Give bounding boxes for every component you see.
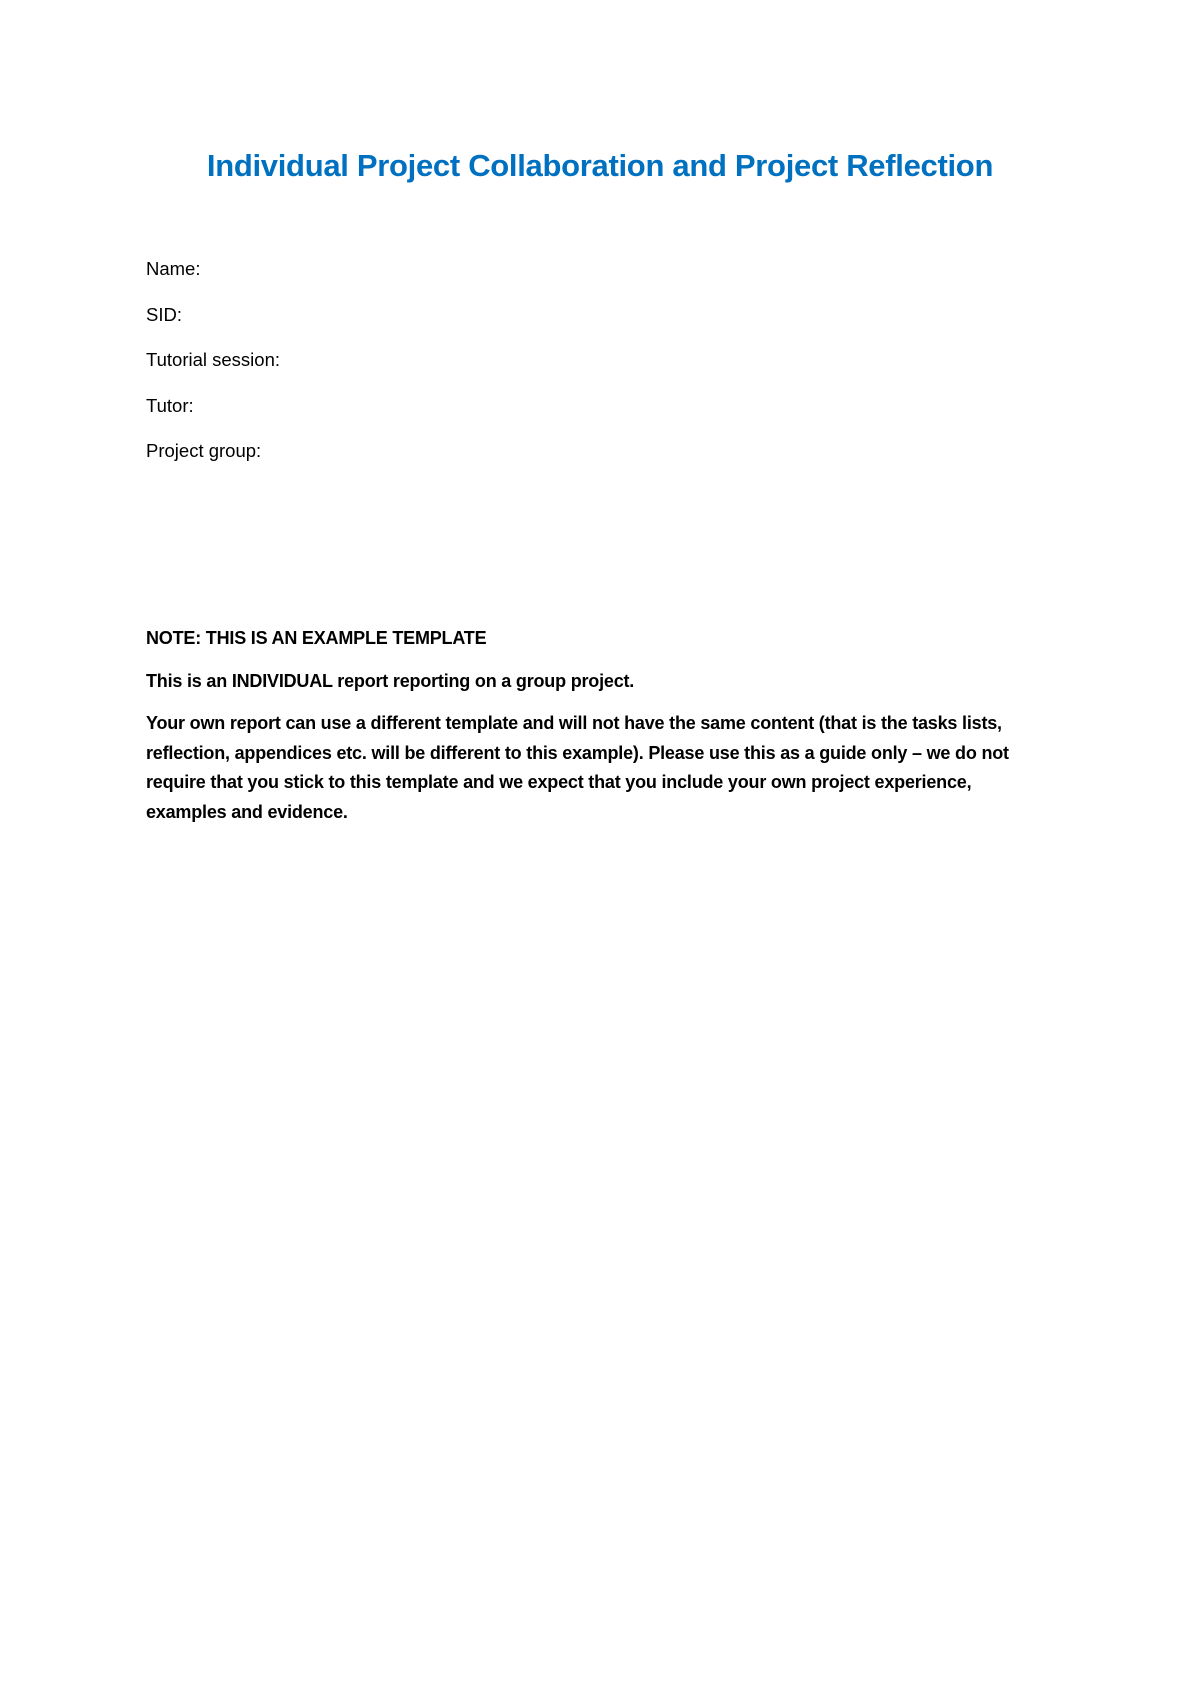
- note-guidance-paragraph: Your own report can use a different template and will not have the same content (that is the tasks lists, reflection, appendices etc. will be different to this example). Please use this as a guide only – we do not require that you stick to this template and we expect that you include your own project experience, examples and evidence.: [146, 713, 1009, 822]
- note-individual-report: This is an INDIVIDUAL report reporting on a group project.: [146, 670, 635, 691]
- document-title: Individual Project Collaboration and Project Reflection: [206, 148, 994, 183]
- field-name-label: Name:: [146, 258, 201, 279]
- student-details: [146, 258, 1046, 486]
- template-notes: [146, 624, 1056, 840]
- field-tutor-label: Tutor:: [146, 394, 194, 416]
- field-tutorial-session-label: Tutorial session:: [146, 349, 281, 370]
- note-heading: NOTE: THIS IS AN EXAMPLE TEMPLATE: [146, 628, 487, 648]
- field-project-group-label: Project group:: [146, 440, 262, 461]
- field-sid-label: SID:: [146, 303, 182, 325]
